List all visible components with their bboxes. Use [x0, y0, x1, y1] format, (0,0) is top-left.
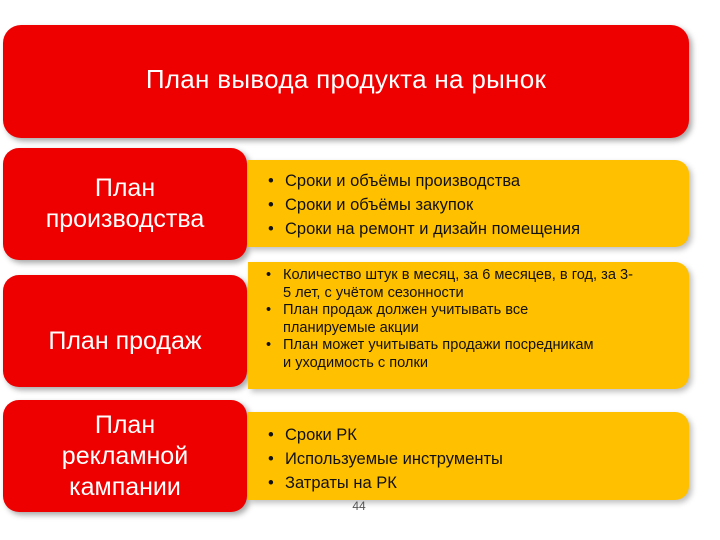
row-label-production-box [3, 148, 247, 260]
bullet-item: • План может учитывать продажи посредникам и уходимость с полки [283, 337, 598, 372]
row-details-sales [248, 262, 689, 389]
bullet-item: • Сроки и объёмы закупок [285, 193, 689, 217]
row-details-production [248, 160, 689, 247]
bullet-item: • План продаж должен учитывать все планируемые акции [283, 302, 613, 337]
row-label-production: План производства [45, 174, 205, 233]
slide-title: План вывода продукта на рынок [145, 64, 547, 94]
page-number: 44 [352, 499, 366, 513]
bullet-item: • Используемые инструменты [285, 447, 689, 471]
bullet-list [283, 267, 689, 372]
row-details-ad-campaign [248, 412, 689, 500]
bullet-item: • Затраты на РК [285, 471, 689, 495]
bullet-item: • Сроки на ремонт и дизайн помещения [285, 217, 689, 241]
bullet-item: • Сроки РК [285, 423, 689, 447]
row-label-sales: План продаж [48, 326, 202, 355]
bullet-list [285, 423, 689, 495]
bullet-item: • Количество штук в месяц, за 6 месяцев, в год, за 3-5 лет, с учётом сезонности [283, 267, 638, 302]
title-banner [3, 25, 689, 138]
row-label-sales-box [3, 275, 247, 387]
row-label-ad-campaign-box [3, 400, 247, 512]
bullet-item: • Сроки и объёмы производства [285, 169, 689, 193]
row-label-ad-campaign: План рекламной кампании [61, 410, 189, 501]
bullet-list [285, 169, 689, 241]
